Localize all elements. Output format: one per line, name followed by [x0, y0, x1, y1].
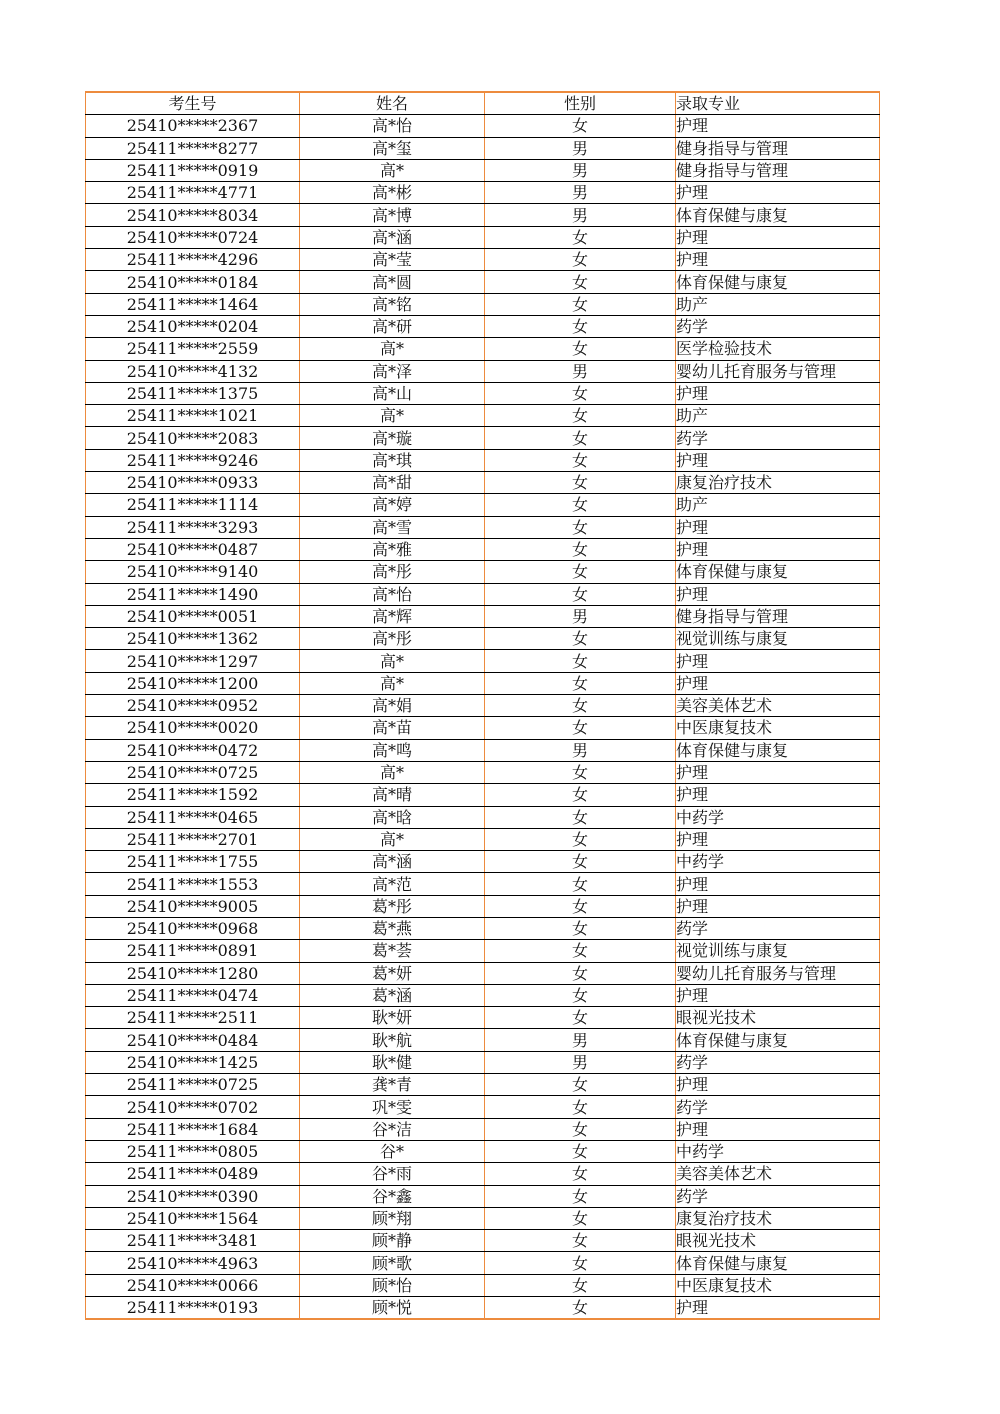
cell-name: 谷*雨 [300, 1163, 485, 1185]
cell-name: 高*琪 [300, 449, 485, 471]
cell-exam-id: 25411*****4771 [86, 182, 300, 204]
table-row [86, 605, 880, 627]
cell-exam-id: 25411*****1755 [86, 851, 300, 873]
cell-gender: 女 [485, 917, 676, 939]
cell-gender: 女 [485, 583, 676, 605]
cell-major: 眼视光技术 [676, 1230, 880, 1252]
cell-exam-id: 25411*****0805 [86, 1140, 300, 1162]
cell-name: 顾*悦 [300, 1297, 485, 1320]
cell-major: 视觉训练与康复 [676, 940, 880, 962]
cell-exam-id: 25410*****0968 [86, 917, 300, 939]
cell-name: 高*圆 [300, 271, 485, 293]
cell-exam-id: 25411*****1464 [86, 293, 300, 315]
cell-exam-id: 25410*****9140 [86, 561, 300, 583]
table-row [86, 1163, 880, 1185]
cell-exam-id: 25411*****0474 [86, 984, 300, 1006]
table-row [86, 1029, 880, 1051]
cell-exam-id: 25410*****0051 [86, 605, 300, 627]
cell-gender: 女 [485, 672, 676, 694]
cell-name: 高* [300, 828, 485, 850]
cell-name: 高* [300, 650, 485, 672]
cell-exam-id: 25410*****1564 [86, 1207, 300, 1229]
table-row [86, 1140, 880, 1162]
cell-gender: 女 [485, 940, 676, 962]
table-row [86, 695, 880, 717]
cell-exam-id: 25411*****0193 [86, 1297, 300, 1320]
table-row [86, 761, 880, 783]
cell-exam-id: 25411*****0725 [86, 1074, 300, 1096]
cell-gender: 女 [485, 1140, 676, 1162]
cell-gender: 女 [485, 962, 676, 984]
cell-gender: 女 [485, 1274, 676, 1296]
cell-major: 护理 [676, 382, 880, 404]
cell-exam-id: 25411*****1021 [86, 405, 300, 427]
cell-name: 谷*鑫 [300, 1185, 485, 1207]
cell-major: 中药学 [676, 1140, 880, 1162]
cell-name: 葛*燕 [300, 917, 485, 939]
table-row [86, 204, 880, 226]
table-row [86, 1297, 880, 1320]
cell-name: 巩*雯 [300, 1096, 485, 1118]
cell-exam-id: 25411*****1592 [86, 784, 300, 806]
table-row [86, 315, 880, 337]
table-row [86, 1096, 880, 1118]
cell-exam-id: 25411*****4296 [86, 249, 300, 271]
column-header-name: 姓名 [300, 92, 485, 115]
cell-gender: 男 [485, 605, 676, 627]
cell-gender: 女 [485, 1118, 676, 1140]
cell-major: 助产 [676, 494, 880, 516]
cell-major: 护理 [676, 1297, 880, 1320]
cell-gender: 女 [485, 1230, 676, 1252]
cell-name: 葛*彤 [300, 895, 485, 917]
cell-exam-id: 25411*****0891 [86, 940, 300, 962]
cell-exam-id: 25410*****0487 [86, 538, 300, 560]
cell-gender: 女 [485, 1252, 676, 1274]
cell-major: 中药学 [676, 851, 880, 873]
cell-gender: 男 [485, 360, 676, 382]
cell-name: 耿*航 [300, 1029, 485, 1051]
cell-gender: 女 [485, 1207, 676, 1229]
cell-major: 中药学 [676, 806, 880, 828]
table-row [86, 917, 880, 939]
cell-exam-id: 25410*****0020 [86, 717, 300, 739]
cell-major: 护理 [676, 672, 880, 694]
table-row [86, 1252, 880, 1274]
cell-gender: 女 [485, 628, 676, 650]
cell-major: 康复治疗技术 [676, 472, 880, 494]
cell-major: 护理 [676, 583, 880, 605]
cell-major: 护理 [676, 761, 880, 783]
cell-gender: 女 [485, 538, 676, 560]
cell-exam-id: 25411*****1114 [86, 494, 300, 516]
cell-major: 助产 [676, 405, 880, 427]
cell-gender: 女 [485, 115, 676, 137]
cell-gender: 女 [485, 561, 676, 583]
cell-name: 高*彤 [300, 628, 485, 650]
cell-name: 高*彤 [300, 561, 485, 583]
cell-gender: 女 [485, 494, 676, 516]
cell-name: 高* [300, 672, 485, 694]
table-row [86, 984, 880, 1006]
cell-name: 高*雅 [300, 538, 485, 560]
cell-gender: 男 [485, 182, 676, 204]
column-header-major-label: 录取专业 [676, 94, 741, 114]
table-row [86, 1185, 880, 1207]
cell-name: 耿*健 [300, 1051, 485, 1073]
cell-name: 高*苗 [300, 717, 485, 739]
cell-name: 高*甜 [300, 472, 485, 494]
cell-name: 高*璇 [300, 427, 485, 449]
cell-gender: 女 [485, 650, 676, 672]
cell-major: 护理 [676, 249, 880, 271]
cell-exam-id: 25411*****2559 [86, 338, 300, 360]
cell-name: 顾*静 [300, 1230, 485, 1252]
cell-name: 葛*涵 [300, 984, 485, 1006]
column-header-gender: 性别 [485, 92, 676, 115]
cell-name: 谷*洁 [300, 1118, 485, 1140]
cell-exam-id: 25410*****0724 [86, 226, 300, 248]
cell-major: 护理 [676, 226, 880, 248]
cell-major: 美容美体艺术 [676, 695, 880, 717]
cell-name: 高*涵 [300, 226, 485, 248]
cell-gender: 女 [485, 851, 676, 873]
cell-major: 护理 [676, 1118, 880, 1140]
cell-name: 高*涵 [300, 851, 485, 873]
cell-name: 高* [300, 405, 485, 427]
cell-major: 药学 [676, 1051, 880, 1073]
cell-major: 体育保健与康复 [676, 739, 880, 761]
table-row [86, 717, 880, 739]
cell-gender: 女 [485, 516, 676, 538]
cell-name: 葛*荟 [300, 940, 485, 962]
table-row [86, 873, 880, 895]
cell-name: 高*怡 [300, 115, 485, 137]
cell-gender: 女 [485, 427, 676, 449]
cell-exam-id: 25410*****0952 [86, 695, 300, 717]
cell-exam-id: 25410*****0484 [86, 1029, 300, 1051]
cell-gender: 女 [485, 761, 676, 783]
table-row [86, 427, 880, 449]
table-row [86, 137, 880, 159]
cell-major: 婴幼儿托育服务与管理 [676, 962, 880, 984]
cell-name: 高*娟 [300, 695, 485, 717]
table-row [86, 1074, 880, 1096]
cell-name: 高*莹 [300, 249, 485, 271]
table-row [86, 382, 880, 404]
table-row [86, 650, 880, 672]
cell-name: 高*彬 [300, 182, 485, 204]
cell-name: 高*范 [300, 873, 485, 895]
cell-gender: 女 [485, 1297, 676, 1320]
table-row [86, 159, 880, 181]
cell-gender: 女 [485, 449, 676, 471]
table-row [86, 182, 880, 204]
cell-gender: 女 [485, 1096, 676, 1118]
table-row [86, 449, 880, 471]
cell-major: 护理 [676, 182, 880, 204]
cell-major: 健身指导与管理 [676, 159, 880, 181]
cell-major: 婴幼儿托育服务与管理 [676, 360, 880, 382]
table-row [86, 784, 880, 806]
table-row [86, 851, 880, 873]
cell-major: 护理 [676, 895, 880, 917]
table-row [86, 538, 880, 560]
cell-exam-id: 25411*****8277 [86, 137, 300, 159]
cell-gender: 女 [485, 226, 676, 248]
cell-name: 高*鸣 [300, 739, 485, 761]
cell-gender: 女 [485, 472, 676, 494]
cell-major: 药学 [676, 427, 880, 449]
table-row [86, 516, 880, 538]
cell-gender: 女 [485, 338, 676, 360]
cell-exam-id: 25411*****1375 [86, 382, 300, 404]
table-row [86, 828, 880, 850]
cell-major: 体育保健与康复 [676, 1252, 880, 1274]
cell-exam-id: 25410*****1425 [86, 1051, 300, 1073]
table-header-row [86, 92, 880, 115]
table-row [86, 628, 880, 650]
cell-exam-id: 25410*****0725 [86, 761, 300, 783]
cell-exam-id: 25410*****4132 [86, 360, 300, 382]
cell-major: 护理 [676, 828, 880, 850]
cell-name: 高* [300, 338, 485, 360]
cell-name: 高*晴 [300, 784, 485, 806]
table-row [86, 494, 880, 516]
cell-exam-id: 25410*****0066 [86, 1274, 300, 1296]
cell-exam-id: 25411*****2511 [86, 1007, 300, 1029]
cell-exam-id: 25411*****0919 [86, 159, 300, 181]
cell-gender: 女 [485, 717, 676, 739]
cell-major: 护理 [676, 1074, 880, 1096]
table-row [86, 583, 880, 605]
cell-name: 耿*妍 [300, 1007, 485, 1029]
cell-gender: 女 [485, 405, 676, 427]
cell-exam-id: 25410*****2367 [86, 115, 300, 137]
cell-name: 顾*翔 [300, 1207, 485, 1229]
cell-name: 高*怡 [300, 583, 485, 605]
cell-major: 健身指导与管理 [676, 605, 880, 627]
cell-major: 康复治疗技术 [676, 1207, 880, 1229]
cell-major: 药学 [676, 315, 880, 337]
cell-name: 高*山 [300, 382, 485, 404]
cell-name: 高*辉 [300, 605, 485, 627]
cell-gender: 女 [485, 1185, 676, 1207]
cell-gender: 女 [485, 249, 676, 271]
cell-name: 葛*妍 [300, 962, 485, 984]
cell-exam-id: 25410*****8034 [86, 204, 300, 226]
cell-major: 药学 [676, 1185, 880, 1207]
cell-major: 护理 [676, 449, 880, 471]
cell-gender: 男 [485, 739, 676, 761]
table-row [86, 561, 880, 583]
cell-name: 顾*歌 [300, 1252, 485, 1274]
cell-gender: 男 [485, 204, 676, 226]
cell-gender: 女 [485, 1163, 676, 1185]
table-row [86, 338, 880, 360]
cell-gender: 女 [485, 984, 676, 1006]
table-row [86, 806, 880, 828]
cell-major: 眼视光技术 [676, 1007, 880, 1029]
table-body [86, 115, 880, 1320]
cell-gender: 女 [485, 1074, 676, 1096]
cell-major: 视觉训练与康复 [676, 628, 880, 650]
table-row [86, 1274, 880, 1296]
cell-name: 高*雪 [300, 516, 485, 538]
cell-gender: 男 [485, 159, 676, 181]
cell-exam-id: 25410*****9005 [86, 895, 300, 917]
cell-name: 谷* [300, 1140, 485, 1162]
cell-exam-id: 25410*****2083 [86, 427, 300, 449]
cell-name: 高* [300, 761, 485, 783]
cell-major: 医学检验技术 [676, 338, 880, 360]
cell-gender: 女 [485, 873, 676, 895]
cell-name: 高*晗 [300, 806, 485, 828]
table-row [86, 115, 880, 137]
cell-major: 体育保健与康复 [676, 204, 880, 226]
cell-major: 美容美体艺术 [676, 1163, 880, 1185]
cell-gender: 男 [485, 1051, 676, 1073]
table-row [86, 1051, 880, 1073]
cell-name: 龚*青 [300, 1074, 485, 1096]
cell-major: 护理 [676, 873, 880, 895]
cell-major: 健身指导与管理 [676, 137, 880, 159]
cell-name: 高*铭 [300, 293, 485, 315]
cell-exam-id: 25410*****0390 [86, 1185, 300, 1207]
cell-major: 护理 [676, 538, 880, 560]
cell-major: 护理 [676, 516, 880, 538]
cell-exam-id: 25410*****0702 [86, 1096, 300, 1118]
cell-gender: 女 [485, 1007, 676, 1029]
admission-table [85, 91, 880, 1320]
cell-major: 护理 [676, 650, 880, 672]
table-row [86, 895, 880, 917]
cell-name: 高*研 [300, 315, 485, 337]
cell-major: 药学 [676, 1096, 880, 1118]
cell-name: 高*婷 [300, 494, 485, 516]
cell-name: 顾*怡 [300, 1274, 485, 1296]
table-row [86, 739, 880, 761]
cell-major: 中医康复技术 [676, 717, 880, 739]
table-row [86, 962, 880, 984]
cell-exam-id: 25410*****0184 [86, 271, 300, 293]
cell-exam-id: 25411*****0465 [86, 806, 300, 828]
cell-name: 高*泽 [300, 360, 485, 382]
cell-gender: 女 [485, 382, 676, 404]
cell-exam-id: 25411*****3293 [86, 516, 300, 538]
cell-exam-id: 25411*****1684 [86, 1118, 300, 1140]
cell-major: 中医康复技术 [676, 1274, 880, 1296]
cell-major: 助产 [676, 293, 880, 315]
cell-gender: 女 [485, 828, 676, 850]
cell-exam-id: 25410*****1362 [86, 628, 300, 650]
cell-exam-id: 25410*****0933 [86, 472, 300, 494]
cell-exam-id: 25411*****1553 [86, 873, 300, 895]
cell-exam-id: 25410*****1200 [86, 672, 300, 694]
table-row [86, 472, 880, 494]
table-row [86, 1007, 880, 1029]
cell-name: 高*博 [300, 204, 485, 226]
column-header-major [676, 92, 880, 115]
cell-gender: 男 [485, 1029, 676, 1051]
cell-exam-id: 25411*****9246 [86, 449, 300, 471]
admission-roster [85, 91, 875, 1320]
cell-name: 高*玺 [300, 137, 485, 159]
cell-gender: 女 [485, 271, 676, 293]
cell-major: 护理 [676, 984, 880, 1006]
cell-gender: 男 [485, 137, 676, 159]
cell-major: 护理 [676, 784, 880, 806]
cell-name: 高* [300, 159, 485, 181]
table-row [86, 249, 880, 271]
table-row [86, 360, 880, 382]
cell-exam-id: 25411*****3481 [86, 1230, 300, 1252]
cell-exam-id: 25410*****1280 [86, 962, 300, 984]
cell-major: 药学 [676, 917, 880, 939]
table-row [86, 672, 880, 694]
table-row [86, 226, 880, 248]
cell-gender: 女 [485, 895, 676, 917]
table-row [86, 271, 880, 293]
cell-gender: 女 [485, 695, 676, 717]
table-row [86, 293, 880, 315]
cell-exam-id: 25410*****0204 [86, 315, 300, 337]
cell-major: 护理 [676, 115, 880, 137]
cell-major: 体育保健与康复 [676, 561, 880, 583]
cell-gender: 女 [485, 293, 676, 315]
cell-gender: 女 [485, 784, 676, 806]
cell-exam-id: 25411*****0489 [86, 1163, 300, 1185]
cell-gender: 女 [485, 315, 676, 337]
table-row [86, 940, 880, 962]
cell-exam-id: 25410*****4963 [86, 1252, 300, 1274]
table-row [86, 405, 880, 427]
table-row [86, 1207, 880, 1229]
cell-major: 体育保健与康复 [676, 271, 880, 293]
cell-exam-id: 25411*****2701 [86, 828, 300, 850]
table-row [86, 1118, 880, 1140]
cell-exam-id: 25411*****1490 [86, 583, 300, 605]
cell-exam-id: 25410*****0472 [86, 739, 300, 761]
table-row [86, 1230, 880, 1252]
cell-major: 体育保健与康复 [676, 1029, 880, 1051]
cell-gender: 女 [485, 806, 676, 828]
column-header-exam-id: 考生号 [86, 92, 300, 115]
cell-exam-id: 25410*****1297 [86, 650, 300, 672]
